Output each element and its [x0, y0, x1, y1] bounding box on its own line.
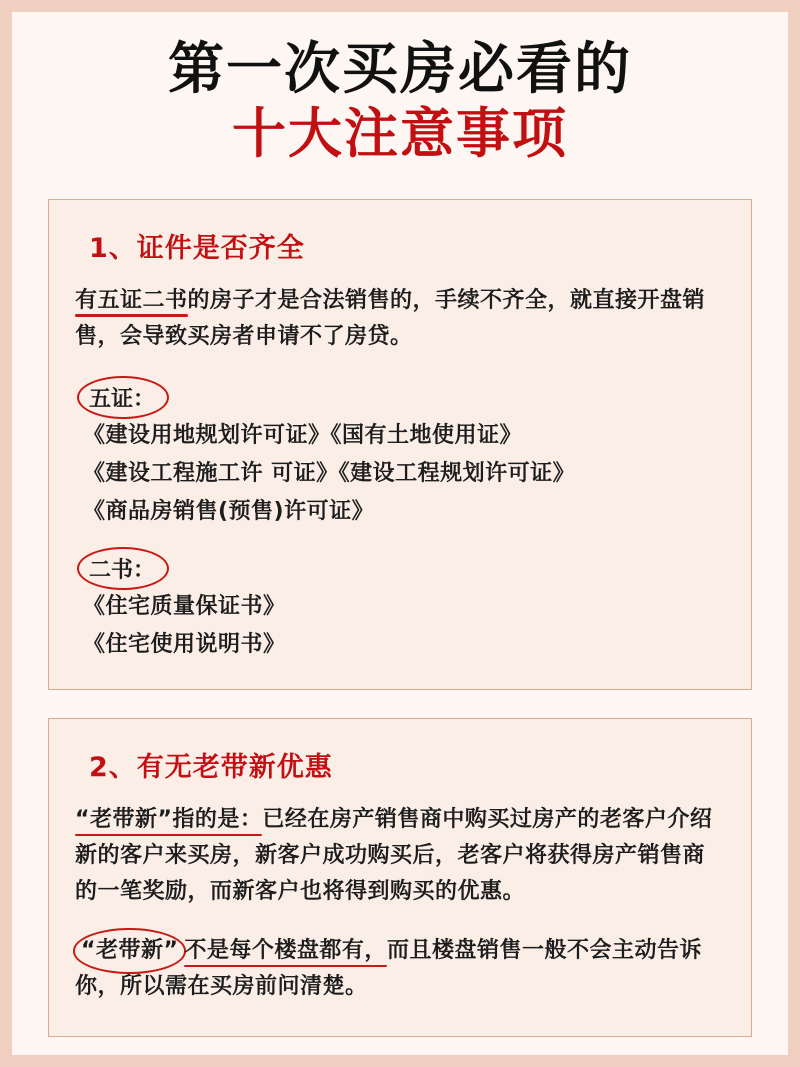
section-card-2 [48, 718, 752, 1037]
title-line-2: 十大注意事项 [232, 102, 568, 166]
section-1-heading: 1、证件是否齐全 [89, 232, 305, 264]
wuzheng-item: 《建设用地规划许可证》《国有土地使用证》 [83, 423, 523, 449]
wuzheng-item: 《商品房销售(预售)许可证》 [83, 498, 375, 524]
section-1-paragraph-1 [75, 283, 725, 354]
section-1-underlined-phrase: 有五证二书 [75, 287, 188, 313]
poster-sheet [12, 12, 788, 1055]
section-2-paragraph-1 [75, 802, 725, 909]
section-2-paragraph-1-rest: 已经在房产销售商中购买过房产的老客户介绍新的客户来买房，新客户成功购买后，老客户将获得房产销售商的一笔奖励，而新客户也将得到购买的优惠。 [75, 807, 713, 904]
wuzheng-item: 《建设工程施工许 可证》《建设工程规划许可证》 [83, 461, 576, 487]
section-2-underlined-phrase-1: “老带新”指的是： [75, 807, 263, 833]
page-title [12, 12, 788, 165]
ershu-item: 《住宅使用说明书》 [83, 631, 286, 657]
sublabel-wuzheng-text: 五证： [81, 380, 165, 415]
section-card-1 [48, 199, 752, 690]
section-2-paragraph-2-rest: 而且楼盘销售一般不会主动告诉你，所以需在买房前问清楚。 [75, 938, 702, 999]
title-line-1: 第一次买房必看的 [168, 37, 632, 102]
ershu-item: 《住宅质量保证书》 [83, 593, 286, 619]
section-1-sublabel-wuzheng [81, 380, 165, 415]
section-1-paragraph-1-rest: 的房子才是合法销售的，手续不齐全，就直接开盘销售，会导致买房者申请不了房贷。 [75, 287, 706, 349]
section-2-underlined-phrase-2: 不是每个楼盘都有， [184, 938, 387, 964]
section-2-heading: 2、有无老带新优惠 [89, 752, 333, 784]
section-1-sublabel-ershu [81, 551, 165, 586]
section-2-circled-phrase: “老带新” [75, 933, 184, 969]
sublabel-ershu-text: 二书： [81, 551, 165, 586]
section-2-paragraph-2 [75, 933, 725, 1004]
